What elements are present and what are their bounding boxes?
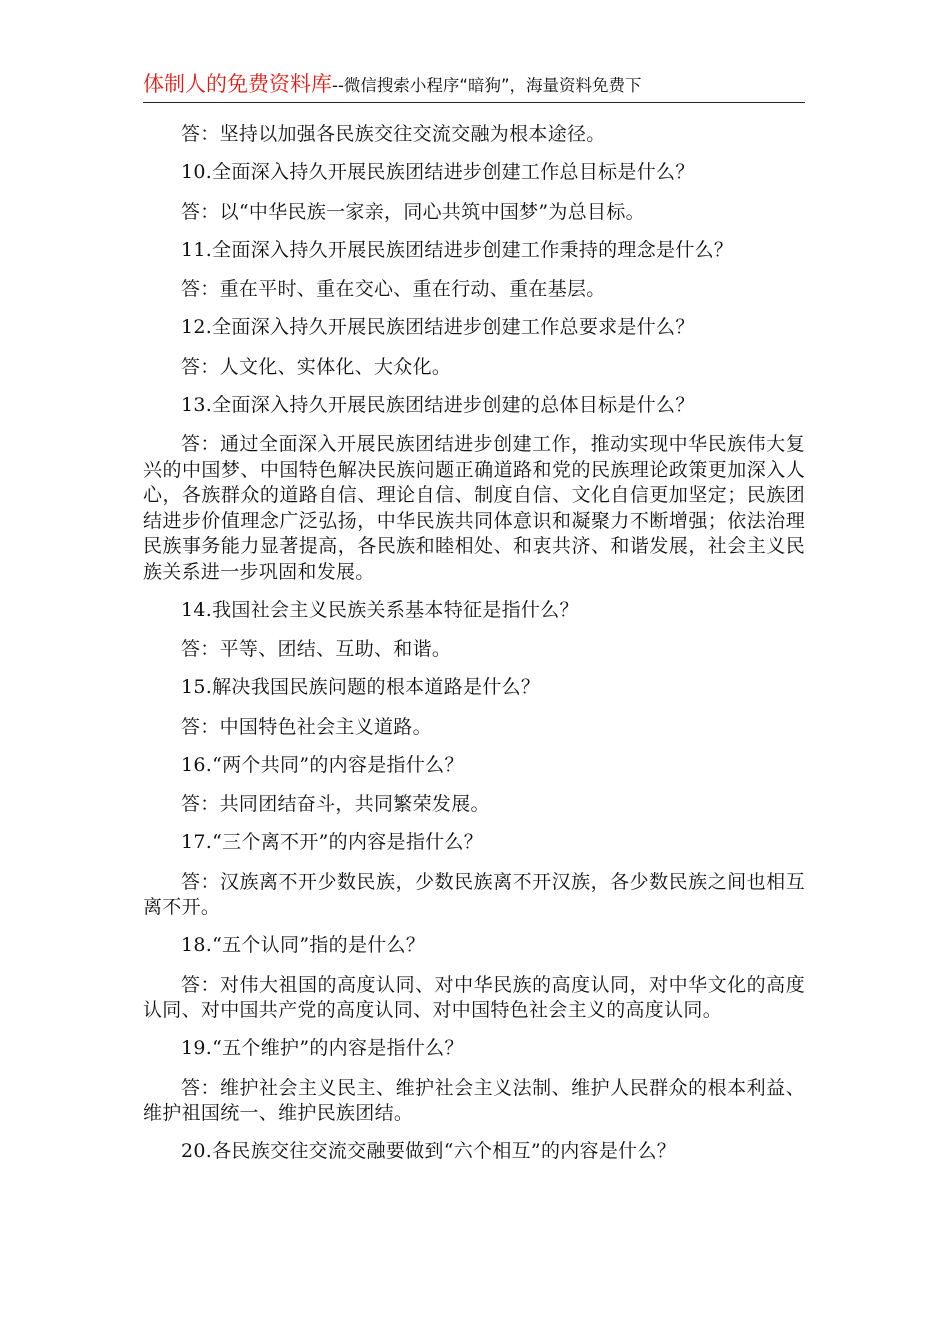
- question-11: 11.全面深入持久开展民族团结进步创建工作秉持的理念是什么？: [181, 238, 734, 261]
- answer-9: 答：坚持以加强各民族交往交流交融为根本途径。: [181, 123, 606, 145]
- answer-16: 答：共同团结奋斗，共同繁荣发展。: [181, 793, 490, 815]
- answer-11: 答：重在平时、重在交心、重在行动、重在基层。: [181, 278, 606, 300]
- answer-18: 答：对伟大祖国的高度认同、对中华民族的高度认同，对中华文化的高度认同、对中国共产党的高度认同、对中国特色社会主义的高度认同。: [143, 973, 805, 1021]
- answer-13: 答：通过全面深入开展民族团结进步创建工作，推动实现中华民族伟大复兴的中国梦、中国特色解决民族问题正确道路和党的民族理论政策更加深入人心，各族群众的道路自信、理论自信、制度自信、文化自信更加坚定；民族团结进步价值理念广泛弘扬，中华民族共同体意识和凝聚力不断增强；依法治理民族事务能力显著提高，各民族和睦相处、和衷共济、和谐发展，社会主义民族关系进一步巩固和发展。: [143, 433, 805, 583]
- question-17: 17.“三个离不开”的内容是指什么？: [181, 831, 484, 853]
- answer-12: 答：人文化、实体化、大众化。: [181, 355, 452, 378]
- question-19: 19.“五个维护”的内容是指什么？: [181, 1037, 464, 1059]
- document-body: [143, 122, 805, 1179]
- question-20: 20.各民族交往交流交融要做到“六个相互”的内容是什么？: [181, 1140, 677, 1162]
- answer-15: 答：中国特色社会主义道路。: [181, 715, 432, 738]
- question-18: 18.“五个认同”指的是什么？: [181, 934, 426, 956]
- answer-19: 答：维护社会主义民主、维护社会主义法制、维护人民群众的根本利益、维护祖国统一、维护民族团结。: [143, 1076, 805, 1124]
- question-12: 12.全面深入持久开展民族团结进步创建工作总要求是什么？: [181, 316, 695, 338]
- question-15: 15.解决我国民族问题的根本道路是什么？: [181, 676, 541, 698]
- page-header: [143, 68, 805, 103]
- header-brand: 体制人的免费资料库: [143, 72, 332, 96]
- question-10: 10.全面深入持久开展民族团结进步创建工作总目标是什么？: [181, 161, 695, 183]
- question-16: 16.“两个共同”的内容是指什么？: [181, 753, 464, 776]
- header-note: --微信搜索小程序“暗狗”，海量资料免费下: [332, 76, 642, 95]
- question-14: 14.我国社会主义民族关系基本特征是指什么？: [181, 598, 579, 621]
- answer-17: 答：汉族离不开少数民族，少数民族离不开汉族，各少数民族之间也相互离不开。: [143, 870, 805, 918]
- answer-14: 答：平等、团结、互助、和谐。: [181, 638, 452, 660]
- question-13: 13.全面深入持久开展民族团结进步创建的总体目标是什么？: [181, 393, 695, 416]
- answer-10: 答：以“中华民族一家亲，同心共筑中国梦”为总目标。: [181, 200, 645, 223]
